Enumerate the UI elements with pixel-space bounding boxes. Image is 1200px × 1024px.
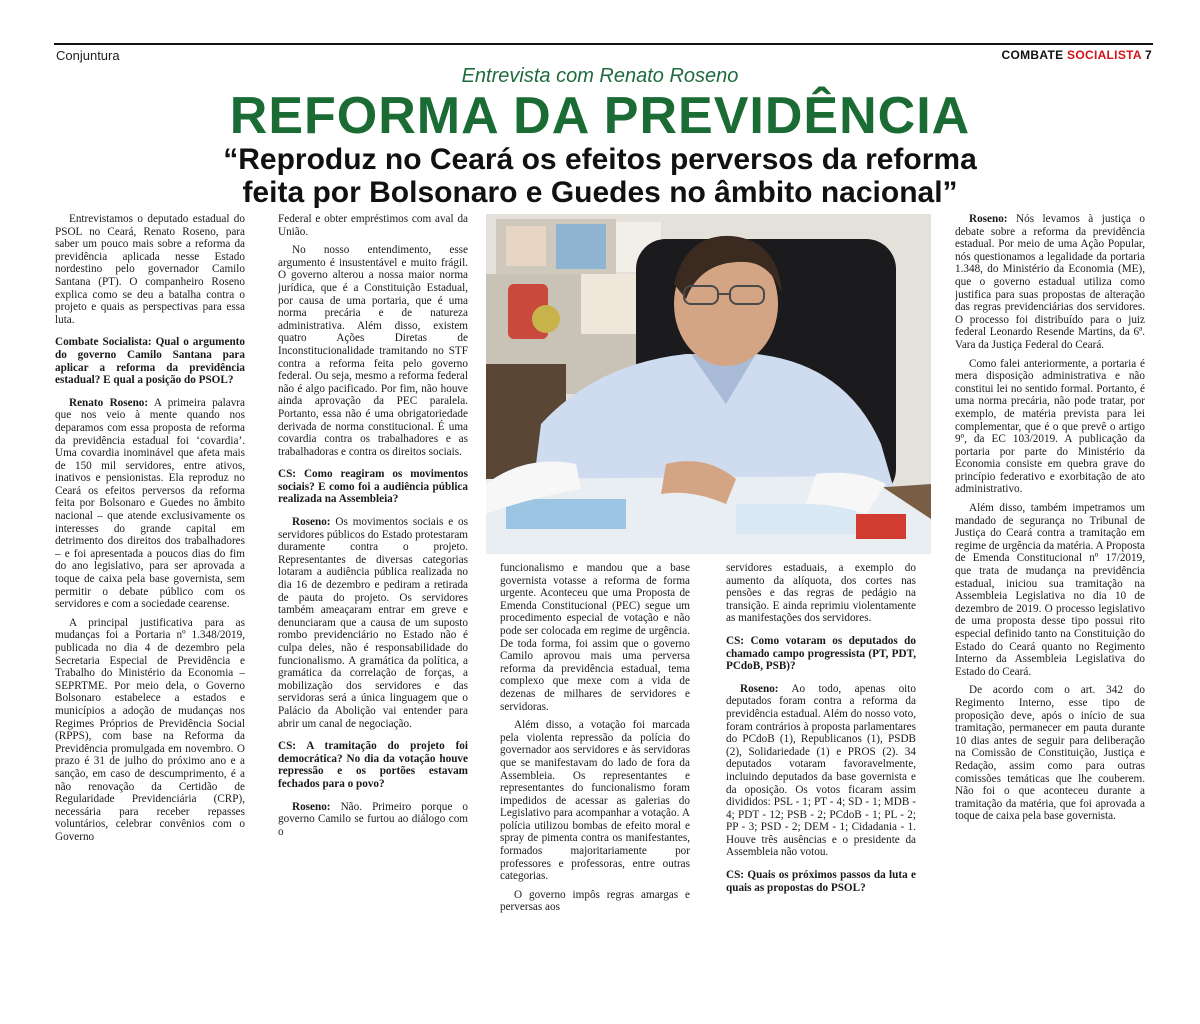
masthead	[1002, 48, 1152, 62]
paragraph: servidores estaduais, a exemplo do aumento da alíquota, dos cortes nas pensões e das regras de pedágio na transição. E ainda reprimiu violentamente as manifestações dos servidores.	[726, 562, 916, 625]
column-2	[278, 213, 468, 1006]
paragraph: O governo impôs regras amargas e perversas aos	[500, 888, 690, 914]
answer-4	[726, 683, 916, 859]
question-1: Combate Socialista: Qual o argumento do governo Camilo Santana para aplicar a reforma da previdência estadual? E qual a posição do PSOL?	[55, 336, 245, 387]
paragraph: De acordo com o art. 342 do Regimento Interno, esse tipo de proposição deve, após o início de sua tramitação, permanecer em pauta durante 10 dias antes de seguir para deliberação na Comissão de Constituição, Justiça e Redação, assim como para outras comissões temáticas que lhe couberem. Não foi o que aconteceu durante a tramitação da matéria, que foi aprovada a toque de caixa pela base governista.	[955, 684, 1145, 823]
paragraph: No nosso entendimento, esse argumento é insustentável e muito frágil. O governo alterou a nossa maior norma jurídica, que é a Constituição Estadual, por causa de uma portaria, que é uma norma precária e de natureza administrativa. Além disso, existem quatro Ações Diretas de Inconstitucionalidade tramitando no STF contra a reforma feita pelo governo federal. Ou seja, mesmo a reforma federal não é algo pacificado. Por fim, não houve ainda aprovação da PEC paralela. Portanto, essa não é uma obrigatoriedade derivada de norma constitucional. É uma covardia contra os trabalhadores e as trabalhadoras e contra os direitos sociais.	[278, 244, 468, 458]
question-2: CS: Como reagiram os movimentos sociais? E como foi a audiência pública realizada na Assembleia?	[278, 468, 468, 506]
speaker-label: Roseno:	[740, 682, 779, 695]
headline: REFORMA DA PREVIDÊNCIA	[229, 87, 971, 145]
answer-3-text: Não. Primeiro porque o governo Camilo se furtou ao diálogo com o	[278, 800, 468, 838]
answer-2	[278, 516, 468, 730]
paragraph: Além disso, também impetramos um mandado de segurança no Tribunal de Justiça do Ceará contra a tramitação em regime de urgência da matéria. A Proposta de Emenda Constitucional nº 17/2019, que trata de mudança na previdência estadual, iniciou sua tramitação na Assembleia Legislativa no dia 10 de dezembro de 2019. O processo legislativo de uma proposta desse tipo possui rito especial definido tanto na Constituição do Estado do Ceará quanto no Regimento Interno da Assembleia Legislativa do Estado do Ceará.	[955, 502, 1145, 678]
interview-photo	[486, 214, 931, 554]
top-rule	[54, 43, 1153, 45]
kicker: Entrevista com Renato Roseno	[461, 65, 739, 87]
masthead-socialista: SOCIALISTA	[1067, 48, 1142, 62]
speaker-label: Roseno:	[292, 800, 331, 813]
speaker-label: Roseno:	[969, 213, 1008, 225]
answer-1-text: A primeira palavra que nos veio à mente quando nos deparamos com essa proposta de reforma da previdência estadual foi ‘covardia’. Uma covardia inominável que afeta mais de 150 mil servidores, entre ativos, inativos e pensionistas. Ela reproduz no Ceará os efeitos perversos da reforma feita por Bolsonaro e Guedes no âmbito nacional – que atende exclusivamente os interesses do grande capital em detrimento dos direitos dos trabalhadores – e foi apresentada a poucos dias do fim do ano legislativo, para ser aprovada a toque de caixa pela base governista, sem permitir o debate público com os servidores e com a sociedade cearense.	[55, 396, 245, 611]
answer-1-continued: A principal justificativa para as mudanças foi a Portaria nº 1.348/2019, publicada no dia 4 de dezembro pela Secretaria Especial de Previdência e Trabalho do Ministério da Economia – SEPRTME. Por meio dela, o Governo Bolsonaro estabelece a estados e municípios a adoção de mudanças nos Regimes Próprios de Previdência Social (RPPS), com base na Reforma da Previdência promulgada em novembro. O prazo é 31 de julho do próximo ano e a sanção, em caso de descumprimento, é a não renovação da Certidão de Regularidade Previdenciária (CRP), necessária para receber repasses voluntários, celebrar convênios com o Governo	[55, 616, 245, 843]
column-5	[955, 213, 1145, 1006]
column-3	[500, 562, 690, 1006]
paragraph: funcionalismo e mandou que a base governista votasse a reforma de forma urgente. Aconteceu que uma Proposta de Emenda Constitucional (PEC) segue um procedimento especial de votação e não pode ser colocada em regime de urgência. De toda forma, foi assim que o governo Camilo aprovou mais uma perversa reforma da previdência estadual, tema complexo que mexe com a vida de dezenas de milhares de servidores e servidoras.	[500, 562, 690, 713]
page-number: 7	[1141, 48, 1152, 62]
question-5: CS: Quais os próximos passos da luta e quais as propostas do PSOL?	[726, 869, 916, 894]
column-1	[55, 213, 245, 1006]
speaker-label: Roseno:	[292, 516, 331, 529]
answer-5-text: Nós levamos à justiça o debate sobre a reforma da previdência estadual. Por meio de uma Ação Popular, nós questionamos a legalidade da portaria 1.348, do Ministério da Economia (ME), que o governo estadual utiliza como justifica para suas propostas de alteração das regras previdenciárias dos servidores. O processo foi distribuído para o juiz federal Leonardo Resende Martins, da 6ª. Vara da Justiça Federal do Ceará.	[955, 213, 1145, 351]
section-label: Conjuntura	[56, 48, 120, 63]
answer-3	[278, 801, 468, 839]
answer-5	[955, 213, 1145, 352]
subhead-line-2: feita por Bolsonaro e Guedes no âmbito nacional”	[242, 176, 958, 209]
subhead	[60, 143, 1140, 209]
question-3: CS: A tramitação do projeto foi democrática? No dia da votação houve repressão e os portões estavam fechados para o povo?	[278, 740, 468, 790]
paragraph: Federal e obter empréstimos com aval da União.	[278, 213, 468, 238]
speaker-label: Renato Roseno:	[69, 396, 149, 409]
answer-4-text: Ao todo, apenas oito deputados foram contra a reforma da previdência estadual. Além do nosso voto, foram contrários à proposta parlamentares do PCdoB (1), Republicanos (1), PSDB (2), Solidariedade (1) e PROS (2). 34 deputados votaram favoravelmente, incluindo deputados da base governista e da oposição. Os votos ficaram assim divididos: PSL - 1; PT - 4; SD - 1; MDB - 4; PDT - 12; PSB - 2; PCdoB - 1; PL - 2; PP - 3; PSD - 2; DEM - 1; Cidadania - 1. Houve três ausências e o presidente da Assembleia não votou.	[726, 682, 916, 859]
paragraph: Além disso, a votação foi marcada pela violenta repressão da polícia do governador aos servidores e às servidoras que se manifestavam do lado de fora da Assembleia. Os representantes e representantes do funcionalismo foram impedidos de acessar as galerias do Legislativo para acompanhar a votação. A polícia utilizou bombas de efeito moral e spray de pimenta contra os manifestantes, formados majoritariamente por professores e professoras, entre outras categorias.	[500, 719, 690, 883]
subhead-line-1: “Reproduz no Ceará os efeitos perversos da reforma	[223, 143, 977, 176]
photo-illustration	[486, 214, 931, 554]
answer-1	[55, 397, 245, 611]
paragraph: Como falei anteriormente, a portaria é mera disposição administrativa e não constitui lei no sentido formal. Portanto, é uma norma precária, não pode tratar, por exemplo, de matéria prevista para lei complementar, que é o que prevê o artigo 9º, da EC 103/2019. A publicação da portaria por parte do Ministério da Economia consiste em quebra grave do princípio federativo e exorbitação de ato administrativo.	[955, 357, 1145, 496]
answer-2-text: Os movimentos sociais e os servidores públicos do Estado protestaram duramente contra o projeto. Representantes de diversas categorias lotaram a audiência pública realizada no dia 16 de dezembro e pediram a retirada de pauta do projeto. Os servidores também ameaçaram entrar em greve e denunciaram que a causa de um suposto rombo previdenciário no Estado não é culpa deles, não é responsabilidade do funcionalismo. A gramática da política, a gramática da correlação de forças, a mobilização dos servidores e das servidoras será a única linguagem que o Palácio da Abolição vai entender para abrir um canal de negociação.	[278, 516, 468, 730]
column-4	[726, 562, 916, 1006]
question-4: CS: Como votaram os deputados do chamado campo progressista (PT, PDT, PCdoB, PSB)?	[726, 634, 916, 673]
masthead-combate: COMBATE	[1001, 48, 1068, 62]
intro-paragraph: Entrevistamos o deputado estadual do PSOL no Ceará, Renato Roseno, para saber um pouco mais sobre a reforma da previdência aplicada nesse Estado nordestino pelo governador Camilo Santana (PT). O companheiro Roseno explica como se deu a batalha contra o projeto e quais as perspectivas para essa luta.	[55, 213, 245, 326]
